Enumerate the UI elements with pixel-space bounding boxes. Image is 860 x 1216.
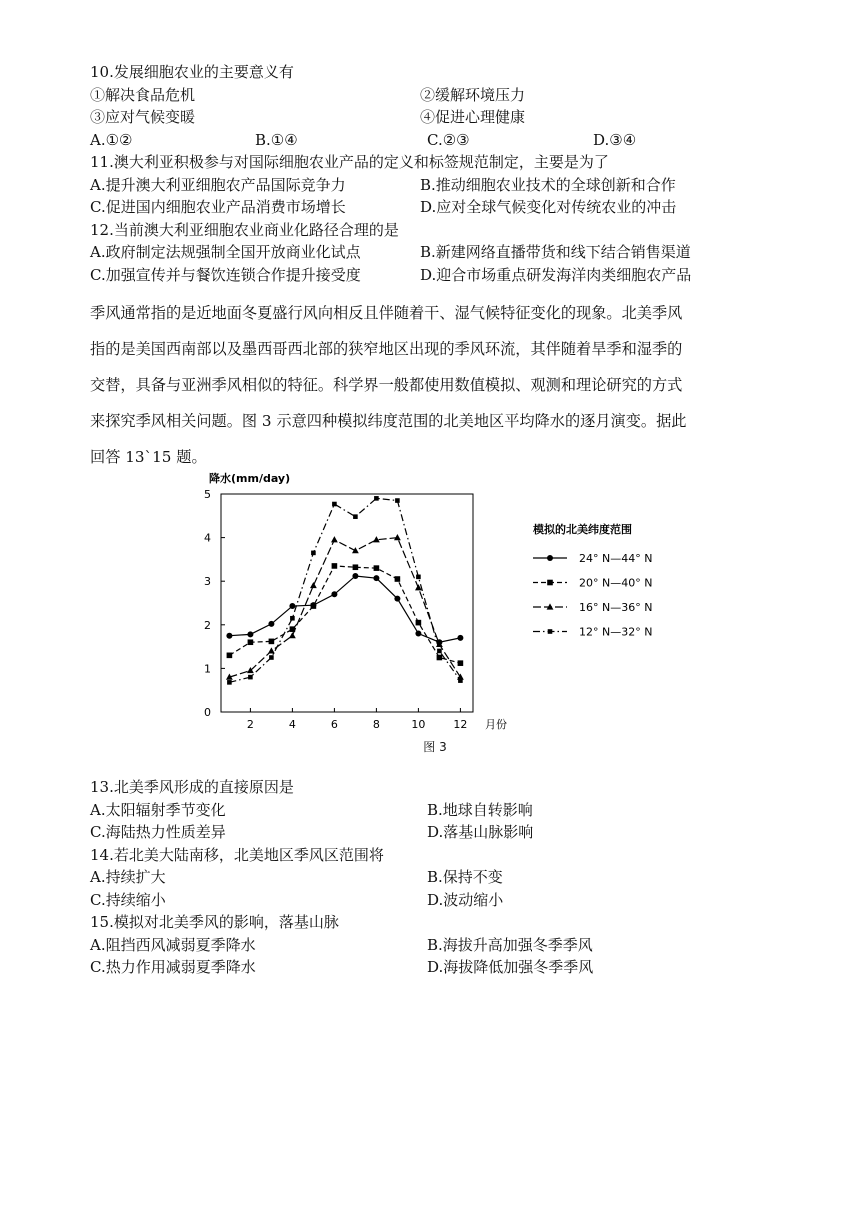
q15-option-b: B.海拔升高加强冬季季风 bbox=[427, 935, 593, 954]
question-13 bbox=[90, 776, 780, 844]
y-tick-label: 1 bbox=[204, 662, 211, 676]
x-tick-label: 12 bbox=[453, 718, 468, 731]
data-point bbox=[394, 534, 401, 540]
data-point bbox=[416, 620, 422, 626]
data-point bbox=[332, 502, 337, 507]
passage-line: 交替，具备与亚洲季风相似的特征。科学界一般都使用数值模拟、观测和理论研究的方式 bbox=[90, 376, 683, 394]
question-12 bbox=[90, 219, 780, 287]
y-tick-label: 0 bbox=[204, 706, 211, 719]
y-tick-label: 2 bbox=[204, 618, 211, 632]
q10-option-c: C.②③ bbox=[427, 130, 470, 149]
q10-option-b: B.①④ bbox=[255, 130, 298, 149]
data-point bbox=[458, 678, 463, 683]
question-15 bbox=[90, 911, 780, 979]
data-point bbox=[269, 655, 274, 660]
legend-label: 12° N—32° N bbox=[579, 625, 653, 639]
data-point bbox=[353, 514, 358, 519]
q14-option-a: A.持续扩大 bbox=[90, 868, 166, 886]
series-line bbox=[229, 538, 460, 678]
question-15-stem: 15.模拟对北美季风的影响，落基山脉 bbox=[90, 913, 339, 931]
data-point bbox=[457, 635, 463, 641]
data-point bbox=[547, 580, 553, 586]
data-point bbox=[310, 582, 317, 588]
legend-item bbox=[533, 601, 652, 614]
passage-line: 季风通常指的是近地面冬夏盛行风向相反且伴随着干、湿气候特征变化的现象。北美季风 bbox=[90, 304, 683, 322]
q15-option-d: D.海拔降低加强冬季季风 bbox=[427, 958, 594, 976]
q10-item-2: ②缓解环境压力 bbox=[420, 85, 526, 104]
legend-label: 16° N—36° N bbox=[579, 601, 653, 614]
series-3 bbox=[226, 534, 464, 680]
data-point bbox=[268, 621, 274, 627]
q14-option-b: B.保持不变 bbox=[427, 868, 503, 886]
legend-title: 模拟的北美纬度范围 bbox=[533, 523, 632, 536]
y-tick-label: 3 bbox=[204, 575, 211, 589]
data-point bbox=[395, 576, 401, 582]
data-point bbox=[394, 596, 400, 602]
precipitation-line-chart bbox=[195, 466, 675, 736]
data-point bbox=[248, 675, 253, 680]
question-14 bbox=[90, 844, 780, 912]
q14-option-c: C.持续缩小 bbox=[90, 890, 166, 909]
q15-option-a: A.阻挡西风减弱夏季降水 bbox=[90, 935, 256, 954]
data-point bbox=[289, 632, 296, 638]
data-point bbox=[268, 647, 275, 653]
y-tick-label: 4 bbox=[204, 531, 211, 545]
data-point bbox=[227, 653, 233, 659]
passage-line: 指的是美国西南部以及墨西哥西北部的狭窄地区出现的季风环流，其伴随着旱季和湿季的 bbox=[90, 340, 683, 358]
data-point bbox=[547, 555, 553, 561]
data-point bbox=[416, 575, 421, 580]
data-point bbox=[353, 564, 359, 570]
data-point bbox=[437, 649, 442, 654]
legend-item bbox=[533, 552, 652, 565]
q10-item-4: ④促进心理健康 bbox=[420, 108, 526, 126]
q10-option-d: D.③④ bbox=[593, 130, 637, 149]
data-point bbox=[290, 616, 295, 621]
x-tick-label: 2 bbox=[246, 718, 254, 731]
data-point bbox=[332, 563, 338, 569]
question-10 bbox=[90, 61, 780, 151]
series-line bbox=[229, 498, 460, 682]
q13-option-d: D.落基山脉影响 bbox=[427, 823, 534, 841]
data-point bbox=[373, 575, 379, 581]
q11-option-c: C.促进国内细胞农业产品消费市场增长 bbox=[90, 198, 346, 216]
data-point bbox=[374, 565, 380, 571]
data-point bbox=[226, 633, 232, 639]
plot-frame bbox=[221, 494, 473, 712]
x-tick-label: 10 bbox=[411, 718, 426, 731]
q13-option-c: C.海陆热力性质差异 bbox=[90, 823, 226, 841]
data-point bbox=[289, 603, 295, 609]
q11-option-d: D.应对全球气候变化对传统农业的冲击 bbox=[420, 198, 677, 216]
data-point bbox=[269, 639, 275, 645]
data-point bbox=[458, 660, 464, 666]
q10-item-3: ③应对气候变暖 bbox=[90, 108, 196, 126]
question-14-stem: 14.若北美大陆南移，北美地区季风区范围将 bbox=[90, 845, 384, 864]
legend-item bbox=[533, 577, 652, 590]
y-tick-label: 5 bbox=[204, 488, 211, 501]
q10-item-1: ①解决食品危机 bbox=[90, 85, 196, 104]
y-axis-label: 降水(mm/day) bbox=[209, 472, 291, 485]
legend-label: 20° N—40° N bbox=[579, 576, 653, 590]
q11-option-a: A.提升澳大利亚细胞农产品国际竞争力 bbox=[90, 175, 346, 194]
data-point bbox=[247, 631, 253, 637]
q13-option-b: B.地球自转影响 bbox=[427, 800, 533, 819]
legend-item bbox=[533, 626, 652, 639]
q12-option-b: B.新建网络直播带货和线下结合销售渠道 bbox=[420, 243, 691, 261]
data-point bbox=[311, 603, 317, 609]
x-tick-label: 8 bbox=[372, 718, 380, 731]
series-line bbox=[229, 566, 460, 663]
x-tick-label: 6 bbox=[330, 718, 338, 731]
series-4 bbox=[227, 496, 463, 685]
q10-option-a: A.①② bbox=[90, 130, 133, 149]
x-tick-label: 4 bbox=[288, 718, 296, 731]
q12-option-d: D.迎合市场重点研发海洋肉类细胞农产品 bbox=[420, 265, 692, 284]
data-point bbox=[352, 547, 359, 553]
q11-option-b: B.推动细胞农业技术的全球创新和合作 bbox=[420, 175, 676, 194]
question-12-stem: 12.当前澳大利亚细胞农业商业化路径合理的是 bbox=[90, 220, 399, 239]
x-axis-label: 月份 bbox=[485, 718, 507, 731]
legend-label: 24° N—44° N bbox=[579, 552, 653, 565]
q12-option-c: C.加强宣传并与餐饮连锁合作提升接受度 bbox=[90, 265, 361, 284]
data-point bbox=[437, 655, 443, 661]
question-13-stem: 13.北美季风形成的直接原因是 bbox=[90, 778, 294, 796]
data-point bbox=[331, 591, 337, 597]
q14-option-d: D.波动缩小 bbox=[427, 890, 504, 909]
data-point bbox=[415, 631, 421, 637]
data-point bbox=[395, 498, 400, 503]
q15-option-c: C.热力作用减弱夏季降水 bbox=[90, 958, 256, 976]
question-10-stem: 10.发展细胞农业的主要意义有 bbox=[90, 63, 294, 81]
figure-3 bbox=[195, 466, 675, 766]
passage-line: 回答 13`15 题。 bbox=[90, 448, 207, 466]
figure-caption: 图 3 bbox=[423, 740, 447, 754]
data-point bbox=[548, 629, 553, 634]
data-point bbox=[331, 536, 338, 542]
q12-option-a: A.政府制定法规强制全国开放商业化试点 bbox=[90, 243, 361, 261]
passage bbox=[90, 295, 780, 475]
data-point bbox=[352, 573, 358, 579]
data-point bbox=[248, 639, 254, 645]
data-point bbox=[311, 551, 316, 556]
data-point bbox=[227, 680, 232, 685]
question-11-stem: 11.澳大利亚积极参与对国际细胞农业产品的定义和标签规范制定，主要是为了 bbox=[90, 153, 609, 171]
q13-option-a: A.太阳辐射季节变化 bbox=[90, 800, 226, 819]
data-point bbox=[374, 496, 379, 501]
passage-line: 来探究季风相关问题。图 3 示意四种模拟纬度范围的北美地区平均降水的逐月演变。据此 bbox=[90, 412, 687, 430]
question-11 bbox=[90, 151, 780, 219]
